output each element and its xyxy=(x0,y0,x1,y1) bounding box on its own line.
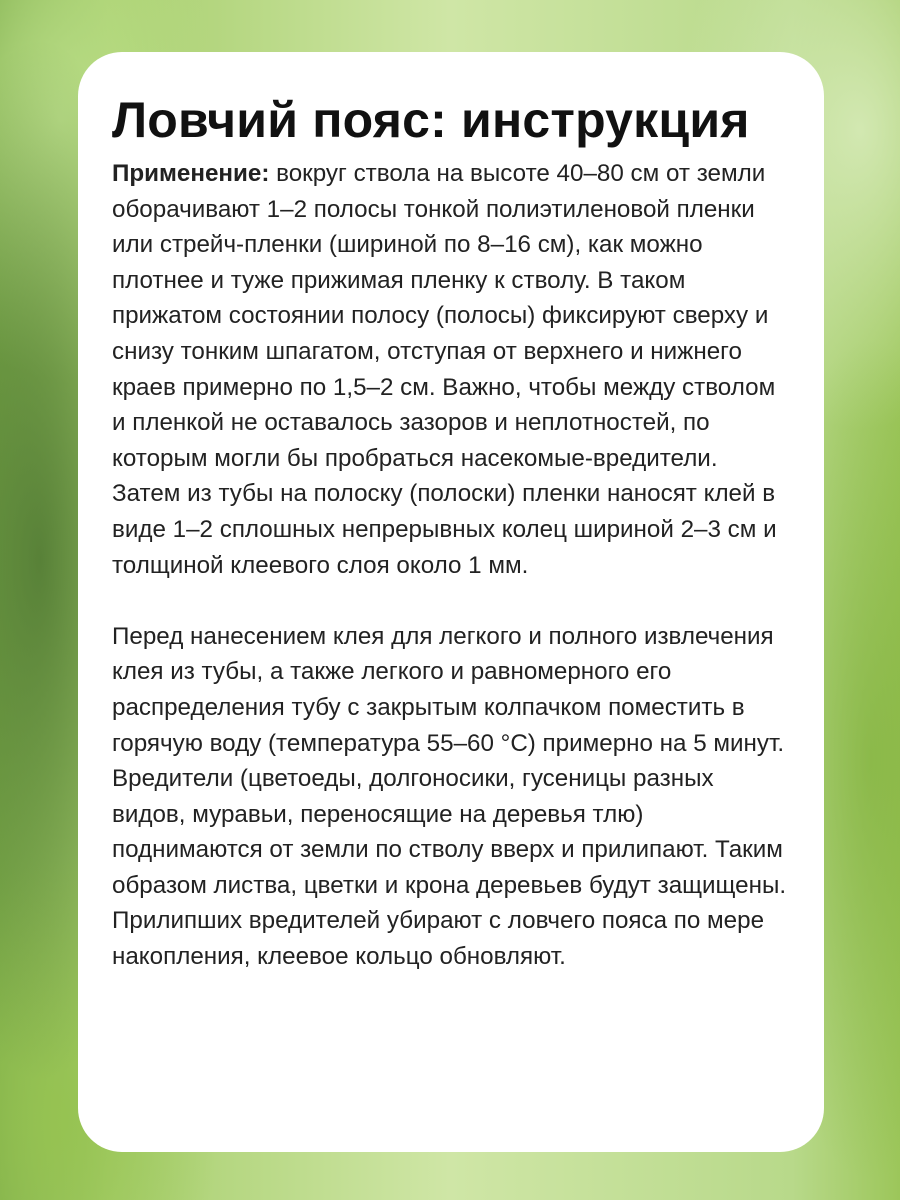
application-text: вокруг ствола на высоте 40–80 см от земли оборачивают 1–2 полосы тонкой полиэтиленовой пленки или стрейч-пленки (шириной по 8–16 см), как можно плотнее и туже прижимая пленку к стволу. В таком прижатом состоянии полосу (полосы) фиксируют сверху и снизу тонким шпагатом, отступая от верхнего и нижнего краев примерно по 1,5–2 см. Важно, чтобы между стволом и пленкой не оставалось зазоров и неплотностей, по которым могли бы пробраться насекомые-вредители. Затем из тубы на полоску (полоски) пленки наносят клей в виде 1–2 сплошных непрерывных колец шириной 2–3 см и толщиной клеевого слоя около 1 мм. xyxy=(112,160,777,579)
page-title: Ловчий пояс: инструкция xyxy=(112,92,750,148)
instruction-text xyxy=(112,156,790,975)
paragraph-application xyxy=(112,156,790,583)
instruction-card xyxy=(78,52,824,1152)
paragraph-preparation: Перед нанесением клея для легкого и полного извлечения клея из тубы, а также легкого и равномерного его распределения тубу с закрытым колпачком поместить в горячую воду (температура 55–60 °C) примерно на 5 минут. Вредители (цветоеды, долгоносики, гусеницы разных видов, муравьи, переносящие на деревья тлю) поднимаются от земли по стволу вверх и прилипают. Таким образом листва, цветки и крона деревьев будут защищены. Прилипших вредителей убирают с ловчего пояса по мере накопления, клеевое кольцо обновляют. xyxy=(112,622,787,971)
application-label: Применение: xyxy=(112,160,270,187)
